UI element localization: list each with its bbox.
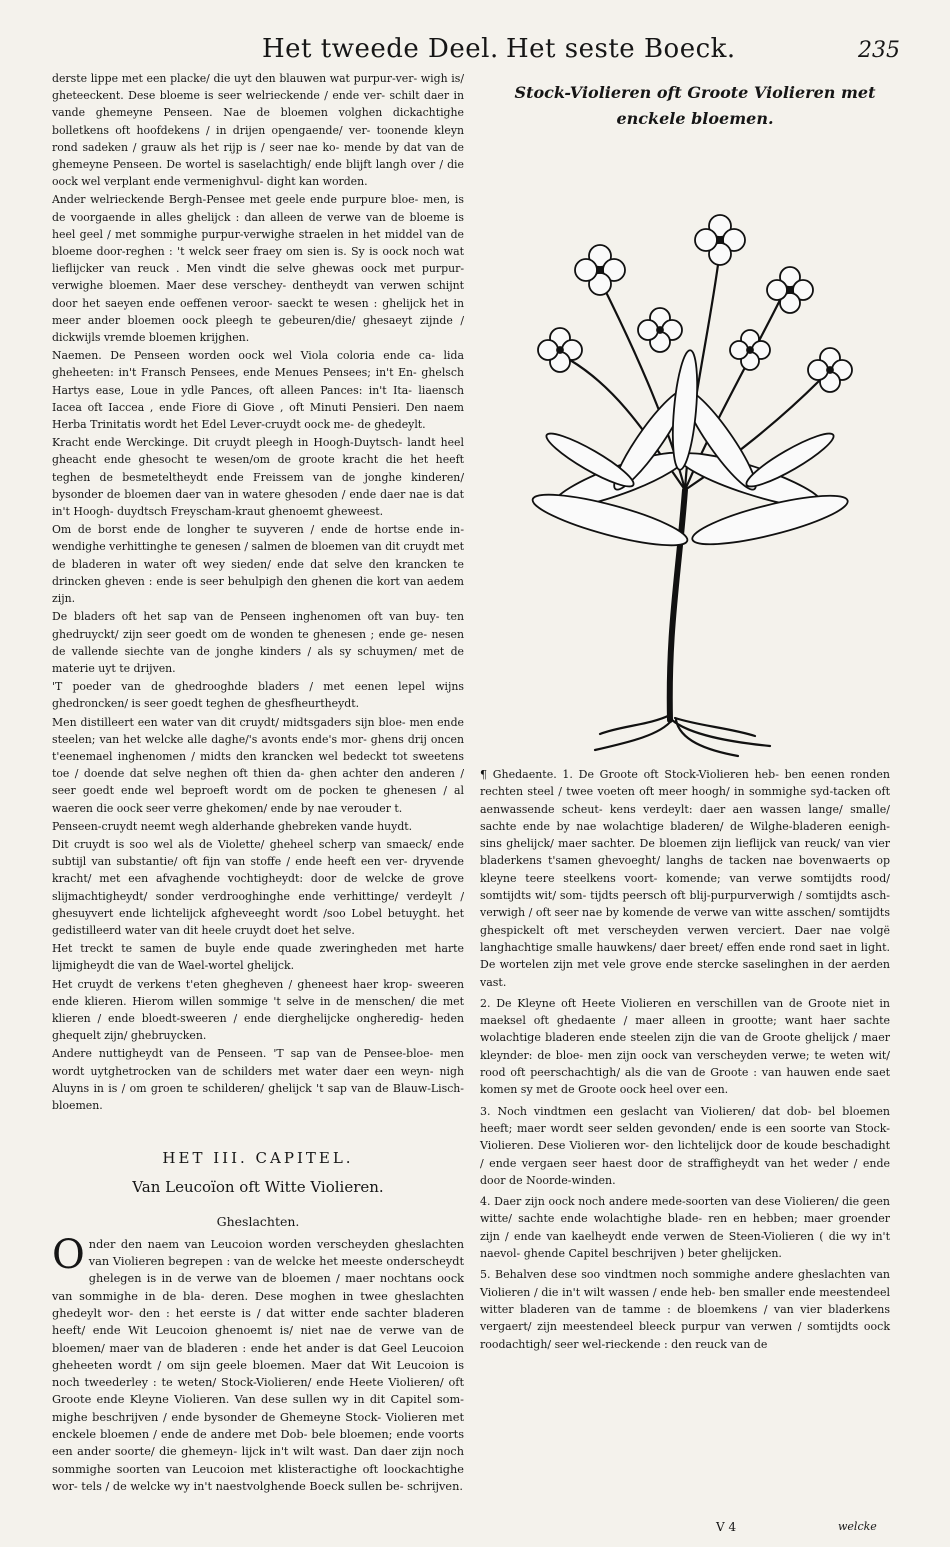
paragraph: ¶ Ghedaente. 1. De Groote oft Stock-Violieren heb- ben eenen ronden rechten steel / twee voeten oft meer hoogh/ in sommighe syd-tacken oft aenwassende scheut- kens verdeylt: daer aen wassen lange/ smalle/ sachte ende by nae wolachtige bladeren/ de Wilghe-bladeren eenigh- sins ghelijck/ maer sachter. De bloemen zijn lieflijck van reuck/ van vier bladerkens t'samen ghevoeght/ langhs de tacken nae bovenwaerts op kleyne teere steelkens voort- komende; van verwe somtijdts rood/ somtijdts wit/ som- tijdts peersch oft blij-purpurverwigh / somtijdts asch- verwigh / oft seer nae by komende de verwe van witte asschen/ somtijdts ghespickelt oft met verscheyden verwen verciert. Daer nae volgë langhachtige smalle hauwkens/ daer breet/ effen ende rond saet in light. De wortelen zijn met vele grove ende stercke saselinghen in der aerden vast. xyxy=(480,768,890,989)
chapter-body-text: nder den naem van Leucoion worden verscheyden gheslachten van Violieren begrepen : van de welcke het meeste onderscheydt ghelegen is in de verwe van de bloemen / maer nochtans oock van sommighe in de bla- deren. Dese moghen in twee gheslachten ghedeylt wor- den : het eerste is / dat witter ende sachter bladeren heeft/ ende Wit Leucoion ghenoemt is/ niet nae de verwe van de bloemen/ maer van de bladeren : ende het ander is dat Geel Leucoion gheheeten wordt / om sijn geele bloemen. Maer dat Wit Leucoion is noch tweederley : te weten/ Stock-Violieren/ ende Heete Violieren/ oft Groote ende Kleyne Violieren. Van dese sullen wy in dit Capitel som- mighe beschrijven / ende bysonder de Ghemeyne Stock- Violieren met enckele bloemen / ende de andere met Dob- bele bloemen; ende voorts een ander soorte/ die ghemeyn- lijck in't wilt wast. Dan daer zijn noch sommighe soorten van Leucoion met klisteractighe oft loockachtighe wor- tels / de welcke wy in't naestvolghende Boeck sullen be- schrijven. xyxy=(52,1237,464,1493)
paragraph: Naemen. De Penseen worden oock wel Viola coloria ende ca- lida gheheeten: in't Fransch Pensees, ende Menues Pensees; in't En- ghelsch Hartys ease, Loue in ydle Pances, oft alleen Pances: in't Ita- liaensch Iacea oft Iaccea , ende Fiore di Giove , oft Minuti Pensieri. Den naem Herba Trinitatis wordt het Edel Lever-cruydt oock me- de ghedeylt. xyxy=(52,349,464,432)
paragraph: 3. Noch vindtmen een geslacht van Violieren/ dat dob- bel bloemen heeft; maer wordt seer selden gevonden/ ende is een soorte van Stock-Violieren. Dese Violieren wor- den lichtelijck door de koude beschadight / ende vergaen seer haest door de straffigheydt van het weder / ende door de Noorde-winden. xyxy=(480,1104,890,1187)
paragraph: 5. Behalven dese soo vindtmen noch sommighe andere gheslachten van Violieren / die in't wilt wassen / ende heb- ben smaller ende meestendeel witter bladeren van de tamme : de bloemkens / van vier bladerkens vergaert/ zijn meestendeel bleeck purpur van verwen / somtijdts oock roodachtigh/ seer wel-rieckende : den reuck van de xyxy=(480,1268,890,1351)
paragraph: derste lippe met een placke/ die uyt den blauwen wat purpur-ver- wigh is/ gheteeckent. Dese bloeme is seer welrieckende / ende ver- schilt daer in vande ghemeyne Penseen. Nae de bloemen volghen dickachtighe bolletkens oft hoofdekens / in drijen opengaende/ ver- toonende kleyn rond sadeken / grauw als het rijp is / seer nae ko- mende by dat van de ghemeyne Penseen. De wortel is saselachtigh/ ende blijft langh over / die oock wel verplant ende vermenighvul- dight kan worden. xyxy=(52,72,464,189)
paragraph: De bladers oft het sap van de Penseen inghenomen oft van buy- ten ghedruyckt/ zijn seer goedt om de wonden te ghenesen ; ende ge- nesen de vallende siechte van de jonghe kinders / als sy schuymen/ met de materie uyt te drijven. xyxy=(52,610,464,675)
paragraph: Penseen-cruydt neemt wegh alderhande ghebreken vande huydt. xyxy=(52,819,413,833)
paragraph: Ander welrieckende Bergh-Pensee met geele ende purpure bloe- men, is de voorgaende in alles ghelijck : dan alleen de verwe van de bloeme is heel geel / met sommighe purpur-verwighe straelen in het middel van de bloeme door-reghen : 't welck seer fraey om sien is. Sy is oock noch wat lieflijcker van reuck . Men vindt die selve ghewas oock met purpur-verwighe bloemen. Maer dese verschey- dentheydt van verwen schijnt door het saeyen ende oeffenen veroor- saeckt te wesen : ghelijck het in meer ander bloemen oock pleegh te gebeuren/die/ ghesaeyt zijnde / dickwijls vremde bloemen krijghen. xyxy=(52,193,464,345)
stock-violet-woodcut-icon xyxy=(500,160,900,760)
right-text-column xyxy=(480,766,890,1357)
paragraph: Men distilleert een water van dit cruydt/ midtsgaders sijn bloe- men ende steelen; van het welcke alle daghe/'s avonts ende's mor- ghens drij oncen t'eenemael inghenomen / midts den krancken wel bedeckt tot sweetens toe / doende dat selve neghen oft thien da- ghen achter den anderen / seer goedt ende wel beproeft wordt om de pocken te ghenesen / al waeren die oock seer verre ghekomen/ ende by nae verouder t. xyxy=(52,715,464,815)
paragraph: 2. De Kleyne oft Heete Violieren en verschillen van de Groote niet in maeksel oft ghedaente / maer alleen in grootte; want haer sachte wolachtige bladeren ende steelen zijn die van de Groote ghelijck / maer kleynder: de bloe- men zijn oock van verscheyden verwe; te weten wit/ rood oft peerschachtigh/ als die van de Groote : van hauwen ende saet komen sy met de Groote oock heel over een. xyxy=(480,996,890,1097)
section-title: Gheslachten. xyxy=(216,1213,300,1229)
chapter-heading: HET III. CAPITEL. xyxy=(162,1149,354,1168)
paragraph: 4. Daer zijn oock noch andere mede-soorten van dese Violieren/ die geen witte/ sachte ende wolachtighe blade- ren en hebben; maer groender zijn / ende van kaelheydt ende verwen de Steen-Violieren ( die wy in't naevol- ghende Capitel beschrijven ) beter ghelijcken. xyxy=(480,1195,890,1261)
figure-title: Stock-Violieren oft Groote Violieren met enckele bloemen. xyxy=(514,83,876,128)
paragraph: 'T poeder van de ghedrooghde bladers / met eenen lepel wijns ghedroncken/ is seer goedt teghen de ghesfheurtheydt. xyxy=(52,680,464,711)
page-number: 235 xyxy=(858,38,900,63)
chapter-title: Van Leucoïon oft Witte Violieren. xyxy=(132,1178,384,1197)
catchword: welcke xyxy=(838,1520,877,1533)
left-text-column xyxy=(52,70,464,1496)
paragraph: Andere nuttigheydt van de Penseen. 'T sap van de Pensee-bloe- men wordt uytghetrocken van de schilders met water daer een weyn- nigh Aluyns in is / om groen te schilderen/ ghelijck 't sap van de Blauw-Lisch-bloemen. xyxy=(52,1047,464,1112)
paragraph: Het treckt te samen de buyle ende quade zweringheden met harte lijmigheydt die van de Wael-wortel ghelijck. xyxy=(52,942,464,973)
left-running-head: Het tweede Deel. xyxy=(262,34,499,64)
paragraph: Het cruydt de verkens t'eten ghegheven / gheneest haer krop- sweeren ende klieren. Hierom willen sommige 't selve in de menschen/ die met klieren / ende bloedt-sweeren / ende dierghelijcke ongheredig- heden ghequelt zijn/ ghebruycken. xyxy=(52,977,464,1043)
paragraph: Kracht ende Werckinge. Dit cruydt pleegh in Hoogh-Duytsch- landt heel gheacht ende ghesocht te wesen/om de groote kracht die het heeft teghen de besmeteltheydt ende Freissem van de jonghe kinderen/ bysonder de bloemen daer van in watere ghesoden / ende daer nae is dat in't Hoogh- duydtsch Freyscham-kraut ghenoemt gheweest. xyxy=(52,436,464,519)
right-running-head: Het seste Boeck. xyxy=(506,34,736,64)
signature-mark: V 4 xyxy=(716,1520,737,1534)
drop-cap: O xyxy=(52,1231,85,1278)
paragraph: Dit cruydt is soo wel als de Violette/ gheheel scherp van smaeck/ ende subtijl van substantie/ oft fijn van stoffe / ende heeft een ver- dryvende kracht/ met een afvaghende vochtigheydt: door de welcke de grove slijmachtigheydt/ sonder verdrooghinghe ende verhittinge/ verdeylt / ghesuyvert ende lichtelijck afgheveeght wordt /soo Lobel betuyght. het gedistilleerd water van dit heele cruydt doet het selve. xyxy=(52,837,464,937)
paragraph: Om de borst ende de longher te suyveren / ende de hortse ende in- wendighe verhittinghe te genesen / salmen de bloemen van dit cruydt met de bladeren in water oft wey sieden/ ende dat selve den krancken te drincken gheven : ende is seer behulpigh den ghenen die kort van aedem zijn. xyxy=(52,523,464,606)
chapter-body xyxy=(52,1231,464,1495)
